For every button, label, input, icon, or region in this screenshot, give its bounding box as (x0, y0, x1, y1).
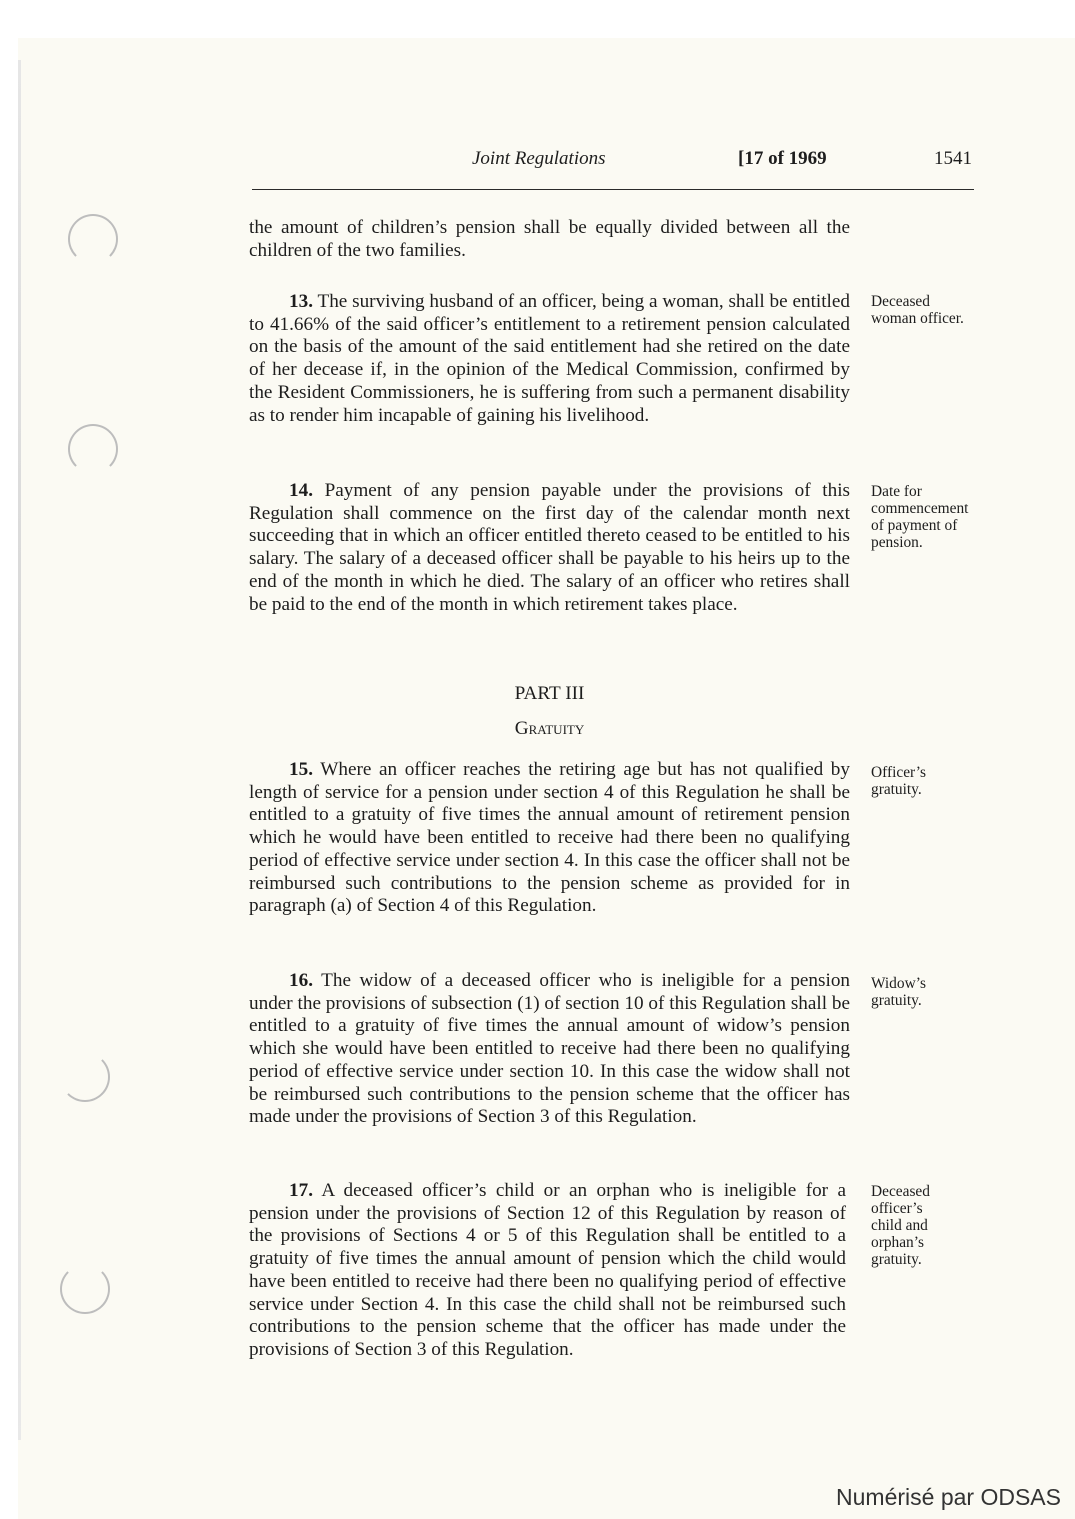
margin-note-16: Widow’s gratuity. (871, 975, 926, 1009)
paragraph-text: The widow of a deceased officer who is ineligible for a pension under the provisions of subsection (1) of section 10 of this Regulation shall be entitled to a gratuity of five times the annual amount of widow’s pension which she would have been entitled to receive had there been no qualifying period of effective service under section 10. In this case the widow shall not be reimbursed such contributions to the pension scheme that the officer has made under the provisions of Section 3 of this Regulation. (249, 970, 851, 1128)
section-number: 14. (289, 480, 313, 501)
section-17 (249, 1180, 846, 1362)
margin-note-17: Deceased officer’s child and orphan’s gratuity. (871, 1183, 930, 1268)
section-13 (249, 291, 850, 427)
header-act-reference: [17 of 1969 (738, 148, 827, 169)
punch-hole (60, 1264, 110, 1314)
section-16 (249, 970, 850, 1129)
part-heading: PART III (514, 683, 585, 704)
paragraph-text: A deceased officer’s child or an orphan who is ineligible for a pension under the provisions of Section 12 of this Regulation by reason of the provisions of Sections 4 or 5 of this Regulation shall be entitled to a gratuity of five times the annual amount of pension which the child would have been entitled to receive had there been no qualifying period of effective service under Section 4. In this case the child shall not be reimbursed such contributions to the pension scheme that the officer has made under the provisions of Section 3 of this Regulation. (249, 1180, 846, 1360)
header-rule (252, 189, 974, 190)
running-header (252, 148, 974, 178)
section-15 (249, 759, 850, 918)
section-number: 13. (289, 291, 313, 312)
part-subheading: Gratuity (514, 718, 585, 739)
section-14 (249, 480, 850, 616)
paragraph-continuation (249, 217, 850, 262)
page-number: 1541 (934, 148, 972, 169)
paragraph-text: The surviving husband of an officer, being a woman, shall be entitled to 41.66% of the said officer’s entitlement to a retirement pension calculated on the basis of the amount of the said entitlement had she retired on the date of her decease if, in the opinion of the Medical Commission, confirmed by the Resident Commissioners, he is suffering from such a permanent disability as to render him incapable of gaining his livelihood. (249, 291, 850, 426)
digitization-credit: Numérisé par ODSAS (836, 1484, 1061, 1510)
punch-hole (60, 1052, 110, 1102)
section-number: 17. (289, 1180, 313, 1201)
paragraph-text: Payment of any pension payable under the provisions of this Regulation shall commence on the first day of the calendar month next succeeding that in which an officer entitled thereto ceased to be entitled to his salary. The salary of a deceased officer shall be payable to his heirs up to the end of the month in which he died. The salary of an officer who retires shall be paid to the end of the month in which retirement takes place. (249, 480, 850, 615)
punch-hole (68, 424, 118, 474)
section-number: 16. (289, 970, 313, 991)
paragraph-text: the amount of children’s pension shall be equally divided between all the children of the two families. (249, 217, 850, 261)
paragraph-text: Where an officer reaches the retiring age but has not qualified by length of service for a pension under section 4 of this Regulation he shall be entitled to a gratuity of five times the annual amount of retirement pension which he would have been entitled to receive had there been no qualifying period of effective service under section 4. In this case the officer shall not be reimbursed such contributions to the pension scheme as provided for in paragraph (a) of Section 4 of this Regulation. (249, 759, 850, 917)
paper-left-edge (18, 60, 21, 1440)
margin-note-13: Deceased woman officer. (871, 293, 964, 327)
margin-note-15: Officer’s gratuity. (871, 764, 926, 798)
header-title: Joint Regulations (472, 148, 606, 169)
section-number: 15. (289, 759, 313, 780)
margin-note-14: Date for commencement of payment of pension. (871, 483, 969, 551)
punch-hole (68, 214, 118, 264)
